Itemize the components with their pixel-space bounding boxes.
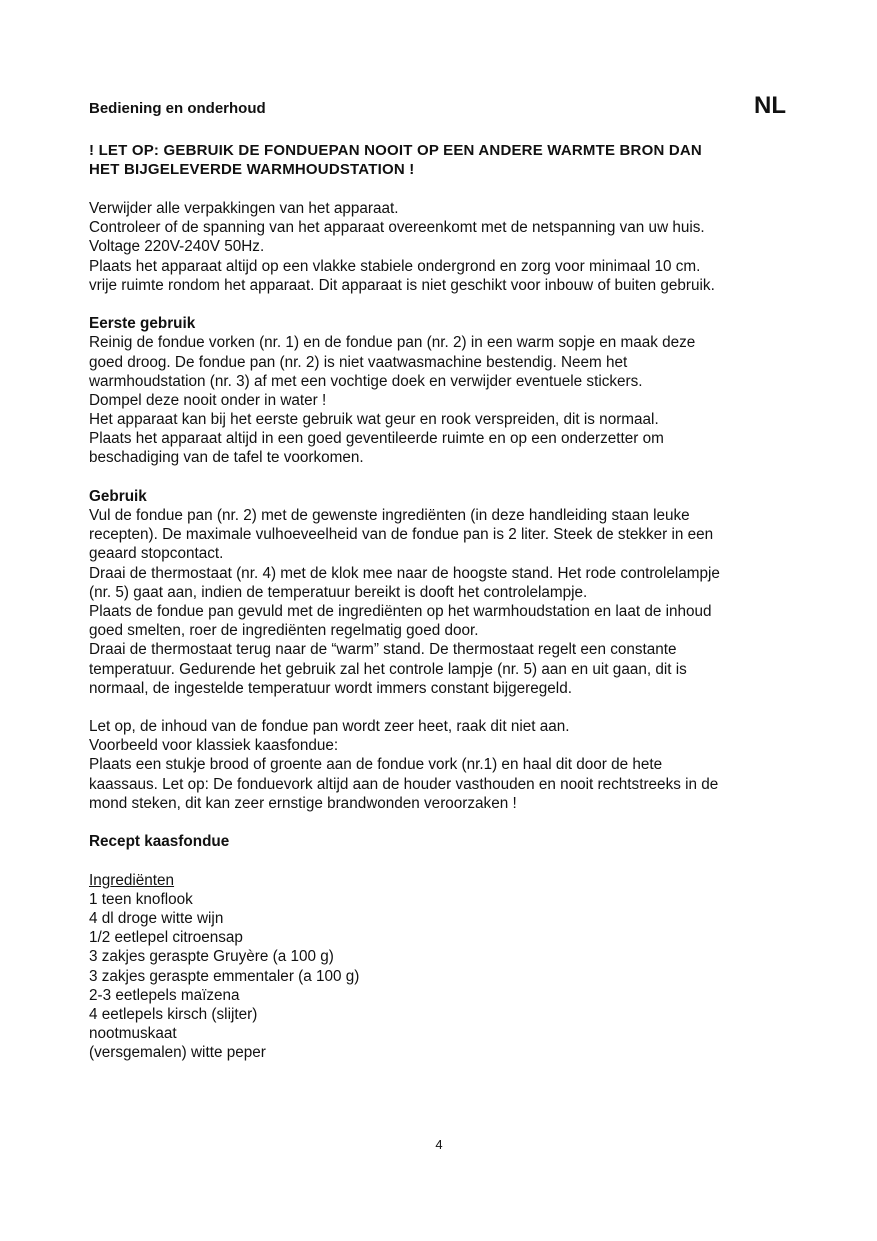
usage-line: geaard stopcontact. <box>89 545 224 563</box>
first-use-line: beschadiging van de tafel te voorkomen. <box>89 449 364 467</box>
ingredient-item: nootmuskaat <box>89 1025 177 1043</box>
intro-line: Verwijder alle verpakkingen van het apparaat. <box>89 200 399 217</box>
usage-line: Draai de thermostaat terug naar de “warm” stand. De thermostaat regelt een constante <box>89 641 677 659</box>
first-use-line: warmhoudstation (nr. 3) af met een vochtige doek en verwijder eventuele stickers. <box>89 372 643 390</box>
ingredient-item: 2-3 eetlepels maïzena <box>89 986 240 1004</box>
ingredients-label: Ingrediënten <box>89 871 175 889</box>
caution-line: Let op, de inhoud van de fondue pan wordt zeer heet, raak dit niet aan. <box>89 718 570 736</box>
intro-line: vrije ruimte rondom het apparaat. Dit apparaat is niet geschikt voor inbouw of buiten gebruik. <box>89 276 715 294</box>
first-use-line: Het apparaat kan bij het eerste gebruik wat geur en rook verspreiden, dit is normaal. <box>89 411 659 429</box>
usage-line: recepten). De maximale vulhoeveelheid van de fondue pan is 2 liter. Steek de stekker in een <box>89 526 714 544</box>
intro-line: Plaats het apparaat altijd op een vlakke stabiele ondergrond en zorg voor minimaal 10 cm. <box>89 257 701 275</box>
caution-line: Voorbeeld voor klassiek kaasfondue: <box>89 737 339 755</box>
usage-line: Plaats de fondue pan gevuld met de ingrediënten op het warmhoudstation en laat de inhoud <box>89 602 712 620</box>
recipe-section <box>89 832 789 1062</box>
caution-line: kaassaus. Let op: De fonduevork altijd aan de houder vasthouden en nooit rechtstreeks in de <box>89 775 719 793</box>
intro-line: Voltage 220V-240V 50Hz. <box>89 238 265 256</box>
language-code: NL <box>754 92 786 119</box>
usage-section <box>89 487 789 698</box>
first-use-line: Reinig de fondue vorken (nr. 1) en de fondue pan (nr. 2) in een warm sopje en maak deze <box>89 334 696 352</box>
caution-line: mond steken, dit kan zeer ernstige brandwonden veroorzaken ! <box>89 794 517 812</box>
warning-notice <box>89 141 779 179</box>
warning-line: ! LET OP: GEBRUIK DE FONDUEPAN NOOIT OP EEN ANDERE WARMTE BRON DAN <box>89 142 702 159</box>
section-title: Bediening en onderhoud <box>89 100 266 117</box>
page-number: 4 <box>435 1137 443 1152</box>
ingredient-item: 4 dl droge witte wijn <box>89 909 224 927</box>
ingredient-item: 1/2 eetlepel citroensap <box>89 929 243 947</box>
first-use-line: Dompel deze nooit onder in water ! <box>89 391 327 409</box>
first-use-line: goed droog. De fondue pan (nr. 2) is niet vaatwasmachine bestendig. Neem het <box>89 353 628 371</box>
warning-line: HET BIJGELEVERDE WARMHOUDSTATION ! <box>89 161 415 178</box>
usage-line: goed smelten, roer de ingrediënten regelmatig goed door. <box>89 622 479 640</box>
recipe-heading: Recept kaasfondue <box>89 833 230 851</box>
instructions-body <box>89 199 789 1062</box>
first-use-line: Plaats het apparaat altijd in een goed geventileerde ruimte en op een onderzetter om <box>89 430 664 448</box>
ingredient-item: (versgemalen) witte peper <box>89 1044 266 1062</box>
ingredient-item: 4 eetlepels kirsch (slijter) <box>89 1005 258 1023</box>
usage-line: Vul de fondue pan (nr. 2) met de gewenste ingrediënten (in deze handleiding staan leuke <box>89 507 690 524</box>
caution-section <box>89 717 789 813</box>
usage-line: normaal, de ingestelde temperatuur wordt immers constant bijgeregeld. <box>89 679 572 697</box>
intro-line: Controleer of de spanning van het apparaat overeenkomt met de netspanning van uw huis. <box>89 219 705 237</box>
usage-heading: Gebruik <box>89 487 147 505</box>
usage-line: (nr. 5) gaat aan, indien de temperatuur bereikt is dooft het controlelampje. <box>89 583 588 601</box>
first-use-heading: Eerste gebruik <box>89 315 196 333</box>
ingredient-item: 3 zakjes geraspte Gruyère (a 100 g) <box>89 948 334 966</box>
caution-line: Plaats een stukje brood of groente aan de fondue vork (nr.1) en haal dit door de hete <box>89 756 663 774</box>
first-use-section <box>89 314 789 468</box>
ingredient-item: 3 zakjes geraspte emmentaler (a 100 g) <box>89 967 360 985</box>
ingredient-item: 1 teen knoflook <box>89 890 193 908</box>
usage-line: Draai de thermostaat (nr. 4) met de klok mee naar de hoogste stand. Het rode controlelampje <box>89 564 720 582</box>
intro-section <box>89 199 789 295</box>
usage-line: temperatuur. Gedurende het gebruik zal het controle lampje (nr. 5) aan en uit gaan, dit is <box>89 660 687 678</box>
